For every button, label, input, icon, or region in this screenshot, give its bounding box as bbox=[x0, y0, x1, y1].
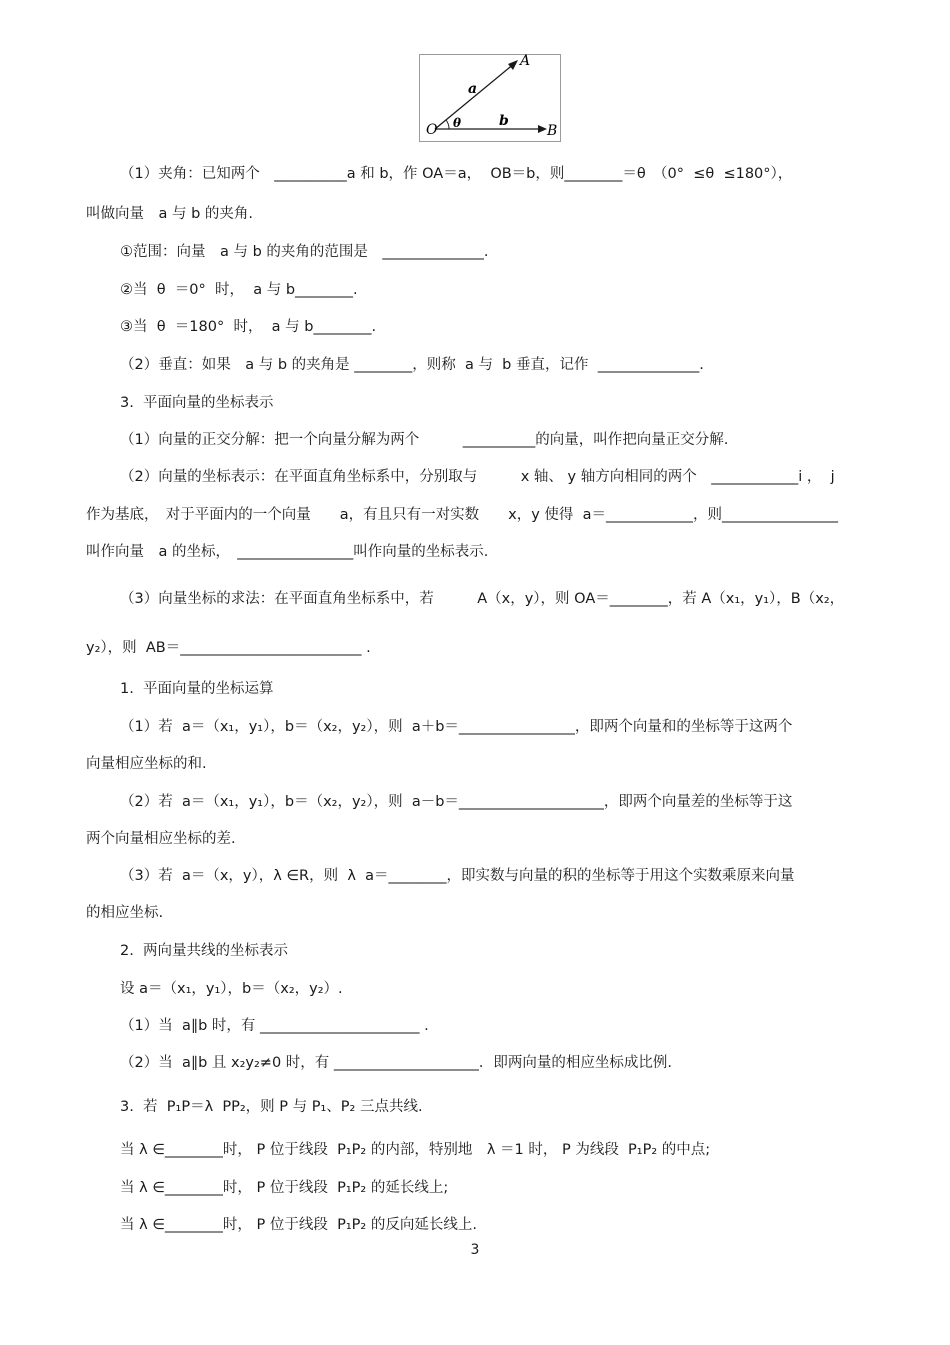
section-heading-collinear: 2. 两向量共线的坐标表示 bbox=[120, 943, 289, 959]
section-heading-coordinate-representation: 3. 平面向量的坐标表示 bbox=[120, 395, 274, 411]
coordinate-representation-line-3: 叫作向量 a 的坐标， ________________叫作向量的坐标表示. bbox=[86, 544, 489, 560]
angle-definition-line: （1）夹角：已知两个 __________a 和 b，作 OA＝a， OB＝b，则________＝θ （0° ≤θ ≤180°）， bbox=[120, 166, 793, 182]
orthogonal-decomposition-item: （1）向量的正交分解：把一个向量分解为两个 __________的向量，叫作把向量正交分解. bbox=[120, 432, 729, 448]
vector-angle-figure bbox=[419, 54, 561, 142]
angle-arc bbox=[446, 120, 449, 129]
lambda-reverse-extension-case: 当 λ ∈________时， P 位于线段 P₁P₂ 的反向延长线上. bbox=[120, 1217, 477, 1233]
coordinate-method-line-2: y₂），则 AB＝_________________________ . bbox=[86, 640, 371, 656]
label-vector-b: b bbox=[499, 113, 509, 129]
vector-oa-arrowhead bbox=[508, 60, 518, 70]
coordinate-representation-item: （2）向量的坐标表示：在平面直角坐标系中，分别取与 x 轴、 y 轴方向相同的两个 ____________i ， j bbox=[120, 469, 835, 485]
difference-coordinate-line-2: 两个向量相应坐标的差. bbox=[86, 831, 236, 847]
angle-180-item: ③当 θ ＝180° 时， a 与 b________. bbox=[120, 319, 377, 335]
vector-angle-diagram bbox=[419, 54, 561, 142]
coordinate-method-item: （3）向量坐标的求法：在平面直角坐标系中，若 A（x，y），则 OA＝________，若 A（x₁，y₁），B（x₂， bbox=[120, 591, 845, 607]
label-theta: θ bbox=[453, 116, 462, 130]
angle-definition-line-cont: 叫做向量 a 与 b 的夹角. bbox=[86, 206, 254, 222]
label-a-point: A bbox=[520, 54, 531, 69]
label-b-point: B bbox=[547, 123, 558, 139]
lambda-extension-case: 当 λ ∈________时， P 位于线段 P₁P₂ 的延长线上; bbox=[120, 1180, 449, 1196]
angle-zero-item: ②当 θ ＝0° 时， a 与 b________. bbox=[120, 282, 358, 298]
lambda-interior-case: 当 λ ∈________时， P 位于线段 P₁P₂ 的内部，特别地 λ ＝1 时， P 为线段 P₁P₂ 的中点; bbox=[120, 1142, 711, 1158]
section-heading-coordinate-operations: 1. 平面向量的坐标运算 bbox=[120, 681, 274, 697]
coordinate-representation-line-2: 作为基底， 对于平面内的一个向量 a，有且只有一对实数 x，y 使得 a＝____________，则________________ bbox=[86, 507, 839, 523]
perpendicular-item: （2）垂直：如果 a 与 b 的夹角是 ________，则称 a 与 b 垂直，记作 ______________. bbox=[120, 357, 704, 373]
sum-coordinate-line-2: 向量相应坐标的和. bbox=[86, 756, 207, 772]
angle-range-item: ①范围：向量 a 与 b 的夹角的范围是 ______________. bbox=[120, 244, 489, 260]
page-number: 3 bbox=[470, 1242, 480, 1258]
collinear-condition-1: （1）当 a∥b 时，有 ______________________ . bbox=[120, 1018, 429, 1034]
collinear-setup: 设 a＝（x₁，y₁），b＝（x₂，y₂）. bbox=[120, 981, 343, 997]
label-o: O bbox=[426, 122, 438, 138]
sum-coordinate-item: （1）若 a＝（x₁，y₁），b＝（x₂，y₂），则 a＋b＝________________，即两个向量和的坐标等于这两个 bbox=[120, 719, 793, 735]
vector-ob-arrowhead bbox=[538, 125, 547, 133]
difference-coordinate-item: （2）若 a＝（x₁，y₁），b＝（x₂，y₂），则 a－b＝____________________，即两个向量差的坐标等于这 bbox=[120, 794, 793, 810]
collinear-condition-2: （2）当 a∥b 且 x₂y₂≠0 时，有 ____________________．即两向量的相应坐标成比例. bbox=[120, 1055, 672, 1071]
scalar-product-item: （3）若 a＝（x，y），λ ∈R，则 λ a＝________，即实数与向量的积的坐标等于用这个实数乘原来向量 bbox=[120, 868, 795, 884]
scalar-product-line-2: 的相应坐标. bbox=[86, 905, 164, 921]
three-points-collinear-item: 3. 若 P₁P＝λ PP₂，则 P 与 P₁、P₂ 三点共线. bbox=[120, 1099, 423, 1115]
label-vector-a: a bbox=[468, 81, 478, 97]
